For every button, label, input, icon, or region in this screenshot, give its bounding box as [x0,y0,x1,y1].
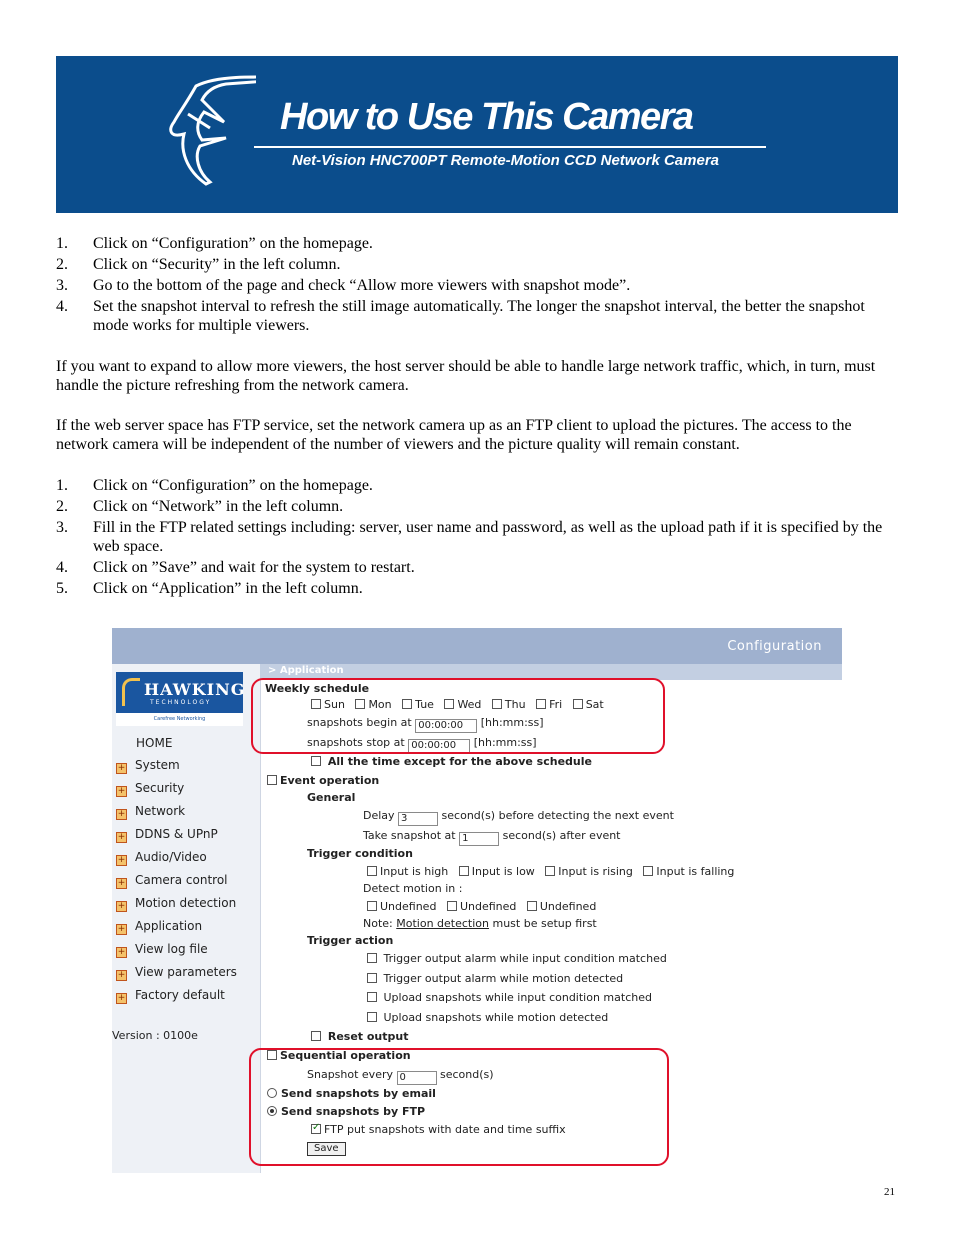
general-heading: General [307,791,356,804]
sidebar-item-motion-detection[interactable]: + Motion detection [117,896,237,911]
weekly-schedule-highlight [251,678,665,754]
ftp-suffix-row: ✓FTP put snapshots with date and time suffix [311,1123,566,1136]
expand-icon: + [117,924,126,934]
sidebar-item-factory-default[interactable]: + Factory default [117,988,225,1003]
delay-input[interactable]: 3 [398,812,438,826]
action-checkbox[interactable] [367,973,377,983]
expand-icon: + [117,947,126,957]
action-row: Trigger output alarm while motion detected [367,972,623,985]
stop-time-input[interactable]: 00:00:00 [408,739,470,753]
action-row: Upload snapshots while motion detected [367,1011,608,1024]
list-item: 1. Click on “Configuration” on the homepage. [56,477,373,494]
input-conditions-row: Input is high Input is low Input is rising Input is falling [367,865,734,878]
weekday-checkboxes: Sun Mon Tue Wed Thu Fri Sat [311,698,604,711]
sequential-operation-row: Sequential operation [267,1049,411,1062]
left-sidebar [112,664,260,1173]
paragraph-ftp-service: If the web server space has FTP service, set the network camera up as an FTP client to upload the pictures. The access to the network camera will be independent of the number of viewers and the picture quality will remain constant. [56,417,852,453]
list-item: 1. Click on “Configuration” on the homepage. [56,235,373,252]
expand-icon: + [117,970,126,980]
config-title: Configuration [727,639,822,654]
list-item: 3. Fill in the FTP related settings including: server, user name and password, as well as the upload path if it is specified by the web space. [56,519,883,555]
version-label: Version : 0100e [112,1029,198,1042]
send-ftp-option[interactable]: Send snapshots by FTP [267,1105,425,1118]
list-item: 4. Set the snapshot interval to refresh the still image automatically. The longer the snapshot interval, the better the snapshot mode works for multiple viewers. [56,298,865,334]
snapshot-every-input[interactable]: 0 [397,1071,437,1085]
expand-icon: + [117,993,126,1003]
list-item: 5. Click on “Application” in the left column. [56,580,363,597]
eagle-logo-icon [166,74,256,189]
snapshots-stop-row: snapshots stop at 00:00:00 [hh:mm:ss] [307,736,537,751]
trigger-action-heading: Trigger action [307,934,394,947]
expand-icon: + [117,855,126,865]
input-high-checkbox[interactable] [367,866,377,876]
sidebar-item-view-log[interactable]: + View log file [117,942,208,957]
sidebar-item-audio-video[interactable]: + Audio/Video [117,850,207,865]
page-number: 21 [884,1186,895,1198]
motion-windows-row: Undefined Undefined Undefined [367,900,596,913]
reset-output-checkbox[interactable] [311,1031,321,1041]
action-row: Upload snapshots while input condition matched [367,991,652,1004]
all-time-row: All the time except for the above schedule [311,755,592,768]
expand-icon: + [117,786,126,796]
delay-row: Delay 3 second(s) before detecting the next event [363,809,674,824]
all-time-checkbox[interactable] [311,756,321,766]
hawk-icon [122,678,140,706]
sidebar-item-camera-control[interactable]: + Camera control [117,873,228,888]
expand-icon: + [117,878,126,888]
banner-subtitle: Net-Vision HNC700PT Remote-Motion CCD Network Camera [292,152,720,169]
sidebar-item-home[interactable]: HOME [136,736,173,750]
take-snapshot-row: Take snapshot at 1 second(s) after event [363,829,621,844]
breadcrumb: > Application [268,665,344,676]
sidebar-item-security[interactable]: + Security [117,781,185,796]
action-checkbox[interactable] [367,992,377,1002]
banner-divider [254,146,766,148]
expand-icon: + [117,832,126,842]
detect-motion-label: Detect motion in : [363,882,463,895]
expand-icon: + [117,901,126,911]
input-falling-checkbox[interactable] [643,866,653,876]
sidebar-item-view-parameters[interactable]: + View parameters [117,965,237,980]
snapshots-begin-row: snapshots begin at 00:00:00 [hh:mm:ss] [307,716,544,731]
configuration-screenshot [112,628,842,1173]
input-low-checkbox[interactable] [459,866,469,876]
motion-detection-link[interactable]: Motion detection [396,917,489,930]
sidebar-item-system[interactable]: + System [117,758,180,773]
snapshot-every-row: Snapshot every 0 second(s) [307,1068,494,1083]
event-operation-row: Event operation [267,774,379,787]
list-item: 2. Click on “Security” in the left column. [56,256,341,273]
steps-list-security [56,234,901,337]
steps-list-ftp [56,476,901,600]
list-item: 3. Go to the bottom of the page and check “Allow more viewers with snapshot mode”. [56,277,631,294]
expand-icon: + [117,763,126,773]
motion-window-3-checkbox[interactable] [527,901,537,911]
sidebar-item-ddns[interactable]: + DDNS & UPnP [117,827,218,842]
trigger-condition-heading: Trigger condition [307,847,413,860]
motion-note: Note: Motion detection must be setup first [363,917,597,930]
weekly-schedule-title: Weekly schedule [265,682,370,695]
save-button[interactable]: Save [307,1142,346,1156]
motion-window-2-checkbox[interactable] [447,901,457,911]
config-header-bar [112,628,842,664]
list-item: 4. Click on ”Save” and wait for the system to restart. [56,559,415,576]
begin-time-input[interactable]: 00:00:00 [415,719,477,733]
send-email-option[interactable]: Send snapshots by email [267,1087,436,1100]
action-checkbox[interactable] [367,953,377,963]
event-operation-checkbox[interactable] [267,775,277,785]
take-snapshot-input[interactable]: 1 [459,832,499,846]
input-rising-checkbox[interactable] [545,866,555,876]
sidebar-item-application[interactable]: + Application [117,919,203,934]
hawking-logo: HAWKING TECHNOLOGY Carefree Networking [116,672,243,726]
sequential-operation-highlight [249,1048,669,1166]
action-checkbox[interactable] [367,1012,377,1022]
motion-window-1-checkbox[interactable] [367,901,377,911]
list-item: 2. Click on “Network” in the left column. [56,498,344,515]
header-banner [56,56,898,213]
expand-icon: + [117,809,126,819]
banner-title: How to Use This Camera [280,96,693,138]
reset-output-row: Reset output [311,1030,408,1043]
sidebar-item-network[interactable]: + Network [117,804,186,819]
action-row: Trigger output alarm while input condition matched [367,952,667,965]
paragraph-expand-viewers: If you want to expand to allow more viewers, the host server should be able to handle large network traffic, which, in turn, must handle the picture refreshing from the network camera. [56,358,876,394]
